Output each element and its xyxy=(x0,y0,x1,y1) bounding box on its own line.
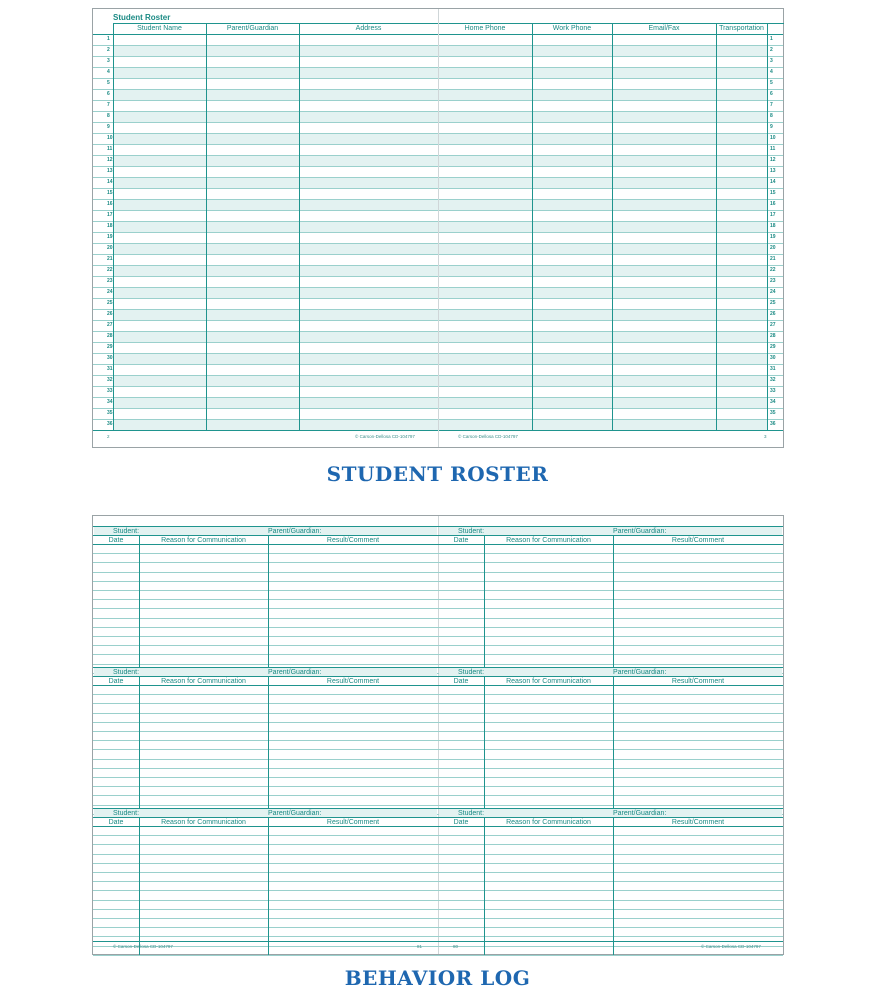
roster-row-number-left: 22 xyxy=(107,267,113,273)
behavior-column-rule xyxy=(613,817,614,955)
roster-row-number-left: 2 xyxy=(107,47,110,53)
roster-column-header: Home Phone xyxy=(464,25,506,32)
behavior-row-rule xyxy=(438,731,783,732)
roster-row-number-left: 34 xyxy=(107,399,113,405)
behavior-column-header: Reason for Communication xyxy=(506,677,591,685)
behavior-row-rule xyxy=(93,572,438,573)
roster-row-number-left: 3 xyxy=(107,58,110,64)
roster-row-number-right: 22 xyxy=(770,267,776,273)
behavior-column-header: Date xyxy=(453,536,469,544)
roster-row-number-left: 28 xyxy=(107,333,113,339)
roster-row-number-left: 20 xyxy=(107,245,113,251)
behavior-row-rule xyxy=(438,909,783,910)
behavior-column-header: Reason for Communication xyxy=(161,818,246,826)
roster-footer-left-page: 2 xyxy=(107,434,110,439)
behavior-student-top-rule xyxy=(438,667,783,668)
behavior-header-bottom-rule xyxy=(93,826,438,827)
behavior-row-rule xyxy=(438,795,783,796)
behavior-student-label: Student: xyxy=(113,809,140,817)
behavior-column-rule xyxy=(139,535,140,673)
roster-row-band xyxy=(113,243,767,254)
behavior-row-rule xyxy=(438,562,783,563)
roster-row-number-left: 36 xyxy=(107,421,113,427)
behavior-row-rule xyxy=(438,703,783,704)
roster-row-number-left: 21 xyxy=(107,256,113,262)
roster-column-rule xyxy=(113,23,114,430)
roster-row-number-right: 33 xyxy=(770,388,776,394)
behavior-row-rule xyxy=(93,786,438,787)
roster-footer-right-page: 3 xyxy=(764,434,767,439)
behavior-log-sheet xyxy=(92,515,784,955)
behavior-column-header: Result/Comment xyxy=(326,677,380,685)
behavior-row-rule xyxy=(93,844,438,845)
behavior-column-header: Reason for Communication xyxy=(506,536,591,544)
roster-column-header: Parent/Guardian xyxy=(226,25,279,32)
roster-row-band xyxy=(113,375,767,386)
behavior-row-rule xyxy=(93,768,438,769)
behavior-row-rule xyxy=(93,890,438,891)
student-roster-caption: STUDENT ROSTER xyxy=(326,462,549,486)
behavior-row-rule xyxy=(93,731,438,732)
behavior-row-rule xyxy=(93,740,438,741)
behavior-student-band xyxy=(439,667,782,676)
roster-row-number-left: 1 xyxy=(107,36,110,42)
roster-row-number-left: 4 xyxy=(107,69,110,75)
roster-row-number-left: 26 xyxy=(107,311,113,317)
roster-row-number-right: 15 xyxy=(770,190,776,196)
behavior-row-rule xyxy=(438,599,783,600)
behavior-parent-label: Parent/Guardian: xyxy=(613,668,667,676)
roster-row-band xyxy=(113,287,767,298)
roster-row-number-left: 9 xyxy=(107,124,110,130)
roster-row-band xyxy=(113,397,767,408)
behavior-row-rule xyxy=(438,768,783,769)
behavior-column-rule xyxy=(139,817,140,955)
behavior-row-rule xyxy=(93,618,438,619)
roster-row-band xyxy=(113,111,767,122)
behavior-row-rule xyxy=(438,590,783,591)
behavior-header-bottom-rule xyxy=(438,544,783,545)
roster-row-band xyxy=(113,177,767,188)
behavior-row-rule xyxy=(438,927,783,928)
behavior-column-header: Result/Comment xyxy=(326,818,380,826)
behavior-parent-label: Parent/Guardian: xyxy=(613,809,667,817)
roster-row-number-right: 10 xyxy=(770,135,776,141)
behavior-row-rule xyxy=(93,955,438,956)
behavior-row-rule xyxy=(438,918,783,919)
behavior-row-rule xyxy=(93,777,438,778)
roster-row-number-right: 24 xyxy=(770,289,776,295)
roster-row-number-right: 5 xyxy=(770,80,773,86)
roster-row-number-left: 23 xyxy=(107,278,113,284)
roster-row-band xyxy=(113,133,767,144)
roster-footer-right-copyright: © Carson-Dellosa CD-104797 xyxy=(458,434,518,439)
behavior-student-label: Student: xyxy=(458,527,485,535)
behavior-row-rule xyxy=(438,636,783,637)
roster-row-number-right: 25 xyxy=(770,300,776,306)
behavior-student-band xyxy=(94,808,437,817)
behavior-row-rule xyxy=(438,608,783,609)
behavior-column-header: Date xyxy=(108,677,124,685)
roster-row-band xyxy=(113,67,767,78)
behavior-row-rule xyxy=(438,835,783,836)
roster-column-header: Student Name xyxy=(137,25,182,32)
behavior-column-header: Result/Comment xyxy=(326,536,380,544)
behavior-student-label: Student: xyxy=(458,809,485,817)
behavior-header-bottom-rule xyxy=(438,685,783,686)
behavior-row-rule xyxy=(438,722,783,723)
behavior-row-rule xyxy=(93,927,438,928)
roster-row-number-right: 32 xyxy=(770,377,776,383)
roster-column-rule xyxy=(299,23,300,430)
behavior-row-rule xyxy=(93,608,438,609)
behavior-row-rule xyxy=(438,654,783,655)
behavior-column-header: Reason for Communication xyxy=(161,677,246,685)
roster-row-number-right: 2 xyxy=(770,47,773,53)
roster-row-number-right: 17 xyxy=(770,212,776,218)
behavior-row-rule xyxy=(93,645,438,646)
roster-row-number-left: 31 xyxy=(107,366,113,372)
roster-row-number-right: 30 xyxy=(770,355,776,361)
roster-row-number-right: 29 xyxy=(770,344,776,350)
behavior-student-band xyxy=(439,808,782,817)
behavior-student-top-rule xyxy=(438,526,783,527)
roster-row-band xyxy=(113,155,767,166)
behavior-student-top-rule xyxy=(93,526,438,527)
roster-column-header: Transportation xyxy=(719,25,764,32)
roster-row-band xyxy=(113,309,767,320)
roster-row-number-right: 16 xyxy=(770,201,776,207)
behavior-column-header: Date xyxy=(453,818,469,826)
behavior-row-rule xyxy=(93,581,438,582)
behavior-header-bottom-rule xyxy=(93,685,438,686)
roster-row-number-right: 34 xyxy=(770,399,776,405)
roster-header-top-rule xyxy=(113,23,784,24)
roster-row-number-left: 24 xyxy=(107,289,113,295)
behavior-row-rule xyxy=(438,645,783,646)
behavior-row-rule xyxy=(93,749,438,750)
behavior-row-rule xyxy=(438,844,783,845)
roster-row-number-right: 18 xyxy=(770,223,776,229)
behavior-row-rule xyxy=(93,795,438,796)
roster-row-number-right: 23 xyxy=(770,278,776,284)
behavior-footer-right-page: 80 xyxy=(453,944,459,949)
behavior-header-bottom-rule xyxy=(93,544,438,545)
behavior-row-rule xyxy=(93,863,438,864)
roster-row-number-right: 11 xyxy=(770,146,776,152)
behavior-table-bottom-rule xyxy=(93,941,783,942)
behavior-row-rule xyxy=(93,881,438,882)
roster-row-number-left: 11 xyxy=(107,146,113,152)
roster-column-rule xyxy=(716,23,717,430)
behavior-header-bottom-rule xyxy=(438,826,783,827)
behavior-column-header: Date xyxy=(108,818,124,826)
roster-row-number-right: 8 xyxy=(770,113,773,119)
behavior-row-rule xyxy=(438,713,783,714)
roster-row-number-left: 32 xyxy=(107,377,113,383)
roster-column-rule xyxy=(612,23,613,430)
roster-row-number-right: 14 xyxy=(770,179,776,185)
behavior-row-rule xyxy=(438,664,783,665)
roster-footer-left-copyright: © Carson-Dellosa CD-104797 xyxy=(355,434,415,439)
behavior-column-header: Reason for Communication xyxy=(161,536,246,544)
roster-row-band xyxy=(113,419,767,430)
roster-row-number-left: 15 xyxy=(107,190,113,196)
behavior-student-band xyxy=(94,667,437,676)
roster-row-number-right: 20 xyxy=(770,245,776,251)
behavior-column-rule xyxy=(613,535,614,673)
roster-column-rule xyxy=(767,23,768,430)
behavior-row-rule xyxy=(93,936,438,937)
roster-row-number-left: 35 xyxy=(107,410,113,416)
behavior-column-rule xyxy=(139,676,140,814)
behavior-row-rule xyxy=(93,590,438,591)
behavior-row-rule xyxy=(438,890,783,891)
behavior-row-rule xyxy=(438,581,783,582)
behavior-row-rule xyxy=(438,553,783,554)
roster-column-header: Work Phone xyxy=(552,25,592,32)
roster-row-number-left: 12 xyxy=(107,157,113,163)
roster-row-number-right: 9 xyxy=(770,124,773,130)
behavior-row-rule xyxy=(93,918,438,919)
behavior-row-rule xyxy=(93,759,438,760)
behavior-row-rule xyxy=(438,749,783,750)
behavior-parent-label: Parent/Guardian: xyxy=(613,527,667,535)
behavior-student-top-rule xyxy=(93,667,438,668)
behavior-log-caption: BEHAVIOR LOG xyxy=(344,966,531,990)
behavior-row-rule xyxy=(438,900,783,901)
behavior-column-rule xyxy=(484,676,485,814)
roster-row-number-left: 16 xyxy=(107,201,113,207)
roster-row-number-right: 4 xyxy=(770,69,773,75)
roster-row-number-left: 7 xyxy=(107,102,110,108)
roster-row-number-right: 26 xyxy=(770,311,776,317)
behavior-row-rule xyxy=(93,805,438,806)
behavior-row-rule xyxy=(93,553,438,554)
behavior-column-header: Result/Comment xyxy=(671,677,725,685)
roster-row-number-left: 8 xyxy=(107,113,110,119)
behavior-row-rule xyxy=(93,599,438,600)
behavior-row-rule xyxy=(93,636,438,637)
behavior-row-rule xyxy=(93,909,438,910)
roster-row-number-left: 25 xyxy=(107,300,113,306)
behavior-row-rule xyxy=(93,562,438,563)
behavior-footer-left-copyright: © Carson-Dellosa CD-104797 xyxy=(113,944,173,949)
roster-row-number-left: 33 xyxy=(107,388,113,394)
roster-row-number-left: 6 xyxy=(107,91,110,97)
roster-row-number-right: 19 xyxy=(770,234,776,240)
roster-row-number-right: 27 xyxy=(770,322,776,328)
behavior-row-rule xyxy=(438,572,783,573)
roster-row-number-left: 13 xyxy=(107,168,113,174)
behavior-student-label: Student: xyxy=(458,668,485,676)
roster-row-number-left: 19 xyxy=(107,234,113,240)
roster-row-number-left: 14 xyxy=(107,179,113,185)
behavior-column-rule xyxy=(484,535,485,673)
roster-row-number-right: 6 xyxy=(770,91,773,97)
behavior-row-rule xyxy=(93,694,438,695)
behavior-row-rule xyxy=(438,627,783,628)
behavior-row-rule xyxy=(438,618,783,619)
roster-row-number-left: 29 xyxy=(107,344,113,350)
roster-row-band xyxy=(113,353,767,364)
behavior-parent-label: Parent/Guardian: xyxy=(268,668,322,676)
behavior-row-rule xyxy=(93,872,438,873)
roster-row-number-right: 12 xyxy=(770,157,776,163)
roster-row-band xyxy=(113,89,767,100)
behavior-column-header: Result/Comment xyxy=(671,536,725,544)
behavior-row-rule xyxy=(93,900,438,901)
roster-row-number-right: 7 xyxy=(770,102,773,108)
behavior-row-rule xyxy=(438,936,783,937)
behavior-student-top-rule xyxy=(438,808,783,809)
behavior-row-rule xyxy=(93,854,438,855)
behavior-column-header: Date xyxy=(453,677,469,685)
roster-row-number-left: 30 xyxy=(107,355,113,361)
behavior-row-rule xyxy=(438,740,783,741)
behavior-column-rule xyxy=(268,535,269,673)
roster-column-rule xyxy=(532,23,533,430)
behavior-parent-label: Parent/Guardian: xyxy=(268,527,322,535)
roster-column-header: Address xyxy=(355,25,382,32)
behavior-row-rule xyxy=(438,759,783,760)
student-roster-sheet xyxy=(92,8,784,448)
roster-row-number-left: 10 xyxy=(107,135,113,141)
roster-row-band xyxy=(113,45,767,56)
behavior-column-rule xyxy=(268,676,269,814)
roster-title: Student Roster xyxy=(113,13,171,22)
behavior-row-rule xyxy=(438,872,783,873)
behavior-column-rule xyxy=(484,817,485,955)
behavior-column-rule xyxy=(613,676,614,814)
behavior-student-label: Student: xyxy=(113,527,140,535)
behavior-footer-left-page: 81 xyxy=(417,944,423,949)
roster-row-number-right: 1 xyxy=(770,36,773,42)
behavior-student-top-rule xyxy=(93,808,438,809)
behavior-row-rule xyxy=(438,955,783,956)
behavior-row-rule xyxy=(438,786,783,787)
behavior-row-rule xyxy=(438,805,783,806)
roster-row-number-left: 17 xyxy=(107,212,113,218)
behavior-footer-right-copyright: © Carson-Dellosa CD-104797 xyxy=(701,944,761,949)
behavior-row-rule xyxy=(93,664,438,665)
roster-row-number-right: 31 xyxy=(770,366,776,372)
roster-column-header: Email/Fax xyxy=(648,25,680,32)
behavior-row-rule xyxy=(438,863,783,864)
behavior-row-rule xyxy=(438,694,783,695)
roster-row-number-right: 36 xyxy=(770,421,776,427)
behavior-row-rule xyxy=(438,854,783,855)
behavior-student-band xyxy=(94,526,437,535)
behavior-row-rule xyxy=(93,722,438,723)
behavior-row-rule xyxy=(93,654,438,655)
roster-row-number-left: 5 xyxy=(107,80,110,86)
roster-row-band xyxy=(113,331,767,342)
behavior-column-header: Date xyxy=(108,536,124,544)
roster-center-fold xyxy=(438,9,439,447)
roster-row-band xyxy=(113,199,767,210)
roster-row-band xyxy=(113,221,767,232)
behavior-row-rule xyxy=(93,627,438,628)
roster-row-number-left: 18 xyxy=(107,223,113,229)
behavior-parent-label: Parent/Guardian: xyxy=(268,809,322,817)
behavior-row-rule xyxy=(93,835,438,836)
behavior-row-rule xyxy=(438,777,783,778)
behavior-row-rule xyxy=(438,881,783,882)
behavior-row-rule xyxy=(93,713,438,714)
roster-row-number-left: 27 xyxy=(107,322,113,328)
behavior-student-band xyxy=(439,526,782,535)
behavior-row-rule xyxy=(93,703,438,704)
roster-column-rule xyxy=(206,23,207,430)
behavior-student-label: Student: xyxy=(113,668,140,676)
roster-row-band xyxy=(113,265,767,276)
behavior-column-rule xyxy=(268,817,269,955)
behavior-column-header: Result/Comment xyxy=(671,818,725,826)
roster-row-number-right: 3 xyxy=(770,58,773,64)
roster-row-number-right: 28 xyxy=(770,333,776,339)
behavior-column-header: Reason for Communication xyxy=(506,818,591,826)
roster-row-number-right: 21 xyxy=(770,256,776,262)
roster-row-number-right: 13 xyxy=(770,168,776,174)
roster-row-number-right: 35 xyxy=(770,410,776,416)
